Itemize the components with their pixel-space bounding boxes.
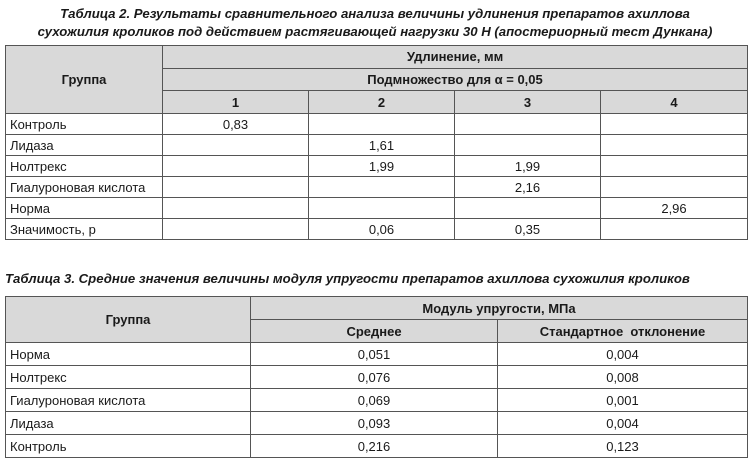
table-cell xyxy=(455,114,601,135)
table-cell xyxy=(309,114,455,135)
table-row xyxy=(6,219,748,240)
table-row xyxy=(6,343,748,366)
sd-cell: 0,001 xyxy=(498,389,748,412)
row-group-label: Контроль xyxy=(6,114,163,135)
table-row xyxy=(6,177,748,198)
mean-cell: 0,069 xyxy=(251,389,498,412)
table-cell xyxy=(163,135,309,156)
row-group-label: Гиалуроновая кислота xyxy=(6,177,163,198)
row-group-label: Лидаза xyxy=(6,412,251,435)
mean-cell: 0,076 xyxy=(251,366,498,389)
table-cell xyxy=(163,156,309,177)
table3-caption: Таблица 3. Средние значения величины модуля упругости препаратов ахиллова сухожилия кроликов xyxy=(5,271,690,286)
table-row xyxy=(6,435,748,458)
table-row xyxy=(6,412,748,435)
table2-subset-col-4: 4 xyxy=(601,91,748,114)
table3-header-mean: Среднее xyxy=(251,320,498,343)
table3-header-sd: Стандартное отклонение xyxy=(498,320,748,343)
sd-cell: 0,008 xyxy=(498,366,748,389)
mean-cell: 0,051 xyxy=(251,343,498,366)
table2-caption-line2: сухожилия кроликов под действием растягивающей нагрузки 30 Н (апостериорный тест Дункана) xyxy=(37,24,713,39)
table-cell: 0,35 xyxy=(455,219,601,240)
table-row xyxy=(6,366,748,389)
table-cell: 1,99 xyxy=(455,156,601,177)
table-cell xyxy=(163,198,309,219)
table-cell xyxy=(601,177,748,198)
table-cell: 1,61 xyxy=(309,135,455,156)
table2-subset-col-2: 2 xyxy=(309,91,455,114)
table-row xyxy=(6,156,748,177)
table2-header-group: Группа xyxy=(6,46,163,114)
row-group-label: Значимость, p xyxy=(6,219,163,240)
table2-header-measure: Удлинение, мм xyxy=(163,46,748,69)
table-cell: 0,06 xyxy=(309,219,455,240)
table2-header-subset: Подмножество для α = 0,05 xyxy=(163,68,748,91)
table-cell: 0,83 xyxy=(163,114,309,135)
table-cell: 1,99 xyxy=(309,156,455,177)
sd-cell: 0,123 xyxy=(498,435,748,458)
table3-header-group: Группа xyxy=(6,297,251,343)
mean-cell: 0,093 xyxy=(251,412,498,435)
table-cell xyxy=(163,177,309,198)
row-group-label: Гиалуроновая кислота xyxy=(6,389,251,412)
elasticity-table xyxy=(5,296,748,458)
table-row xyxy=(6,198,748,219)
row-group-label: Норма xyxy=(6,198,163,219)
row-group-label: Нолтрекс xyxy=(6,366,251,389)
sd-cell: 0,004 xyxy=(498,343,748,366)
table-cell xyxy=(455,198,601,219)
row-group-label: Лидаза xyxy=(6,135,163,156)
table2-subset-col-1: 1 xyxy=(163,91,309,114)
table2-caption xyxy=(0,5,750,41)
table-cell xyxy=(601,114,748,135)
table-cell xyxy=(455,135,601,156)
table-cell xyxy=(163,219,309,240)
table-row xyxy=(6,389,748,412)
table-cell: 2,96 xyxy=(601,198,748,219)
elongation-table xyxy=(5,45,748,240)
table3-header-measure: Модуль упругости, МПа xyxy=(251,297,748,320)
table-cell xyxy=(601,135,748,156)
table-cell xyxy=(309,198,455,219)
row-group-label: Нолтрекс xyxy=(6,156,163,177)
row-group-label: Контроль xyxy=(6,435,251,458)
table-cell xyxy=(601,219,748,240)
sd-cell: 0,004 xyxy=(498,412,748,435)
table2-caption-line1: Таблица 2. Результаты сравнительного анализа величины удлинения препаратов ахиллова xyxy=(60,6,690,21)
table-cell xyxy=(309,177,455,198)
table-row xyxy=(6,135,748,156)
table-cell: 2,16 xyxy=(455,177,601,198)
mean-cell: 0,216 xyxy=(251,435,498,458)
row-group-label: Норма xyxy=(6,343,251,366)
table-cell xyxy=(601,156,748,177)
table2-subset-col-3: 3 xyxy=(455,91,601,114)
table-row xyxy=(6,114,748,135)
